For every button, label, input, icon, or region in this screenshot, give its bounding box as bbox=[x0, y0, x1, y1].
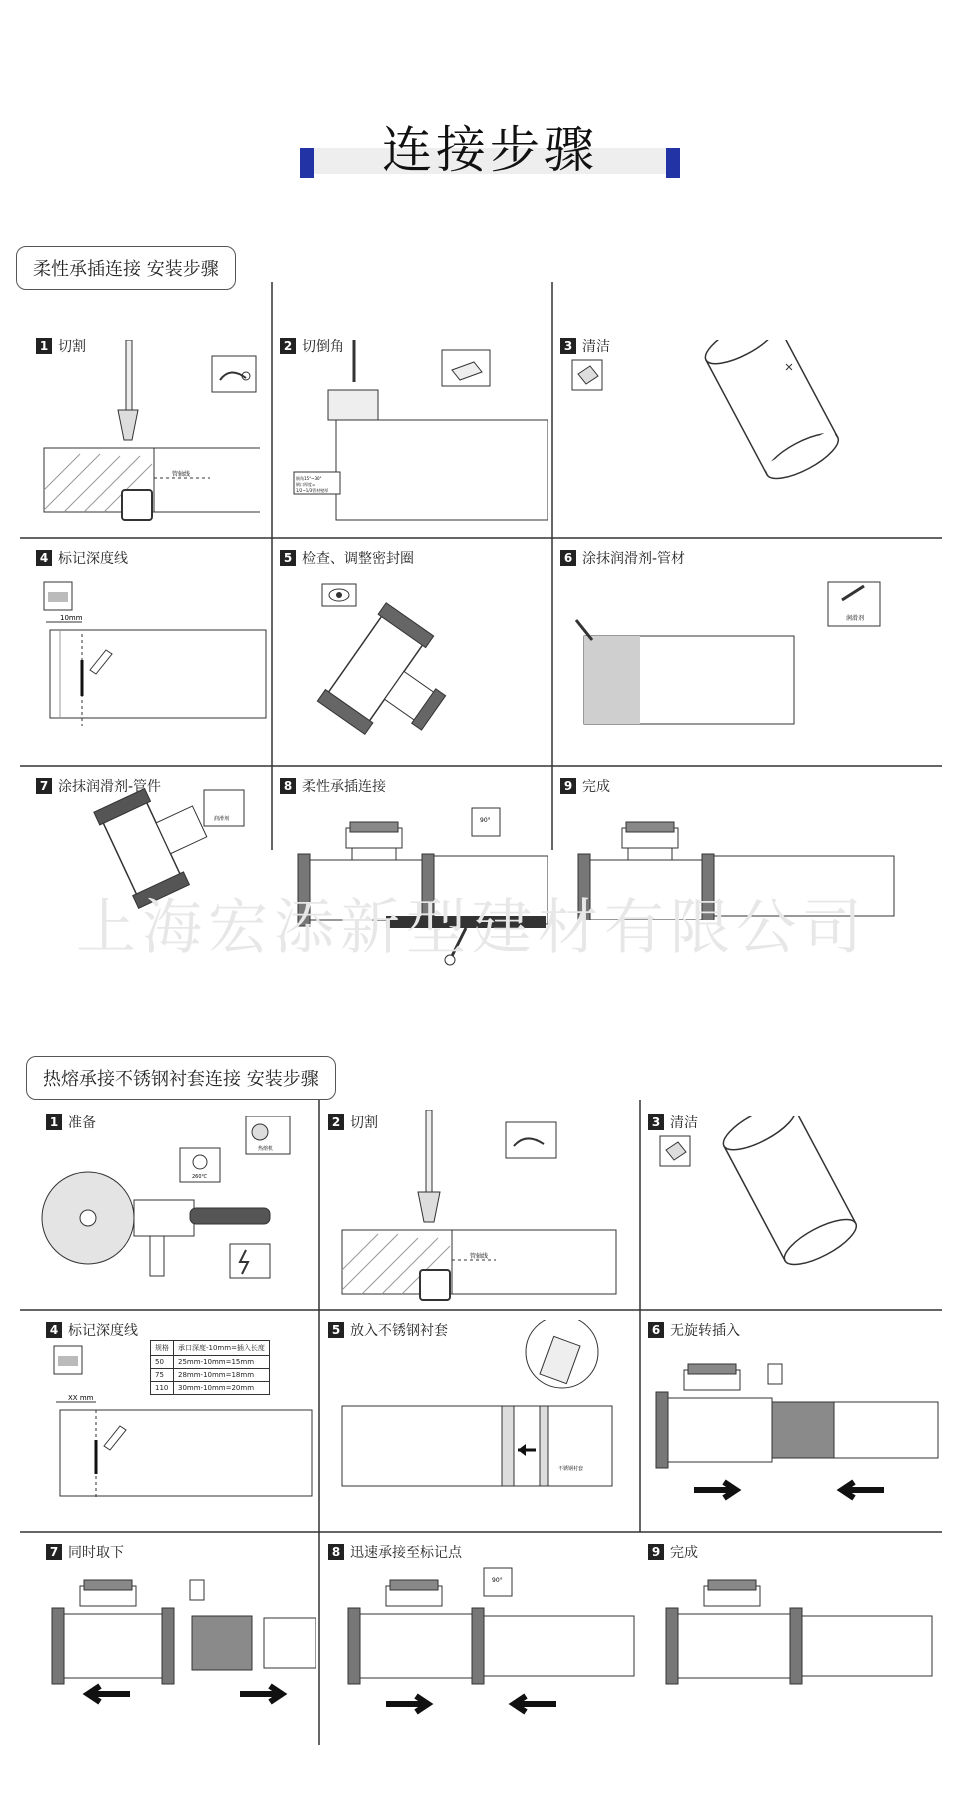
s2-step2-illustration bbox=[326, 1110, 638, 1306]
power-plug-icon bbox=[230, 1244, 270, 1278]
depth-note: 10mm bbox=[60, 614, 83, 622]
s1-step3-illustration bbox=[556, 340, 936, 530]
step-number: 6 bbox=[560, 550, 576, 566]
step-label: 检查、调整密封圈 bbox=[302, 551, 414, 567]
depth-table-cell: 30mm-10mm=20mm bbox=[174, 1382, 270, 1395]
step-label: 完成 bbox=[670, 1545, 698, 1561]
s2-step8-illustration bbox=[326, 1564, 638, 1744]
pipe-cutter-icon bbox=[212, 356, 256, 392]
step-label: 涂抹润滑剂-管材 bbox=[582, 551, 686, 567]
chamfer-tool-icon bbox=[442, 350, 490, 386]
step-number: 9 bbox=[560, 778, 576, 794]
depth-note: XX mm bbox=[68, 1394, 94, 1402]
depth-table-cell: 110 bbox=[151, 1382, 174, 1395]
s1-step5-illustration bbox=[276, 570, 548, 750]
step-number: 2 bbox=[280, 338, 296, 354]
svg-text:90°: 90° bbox=[492, 1577, 503, 1584]
step-number: 9 bbox=[648, 1544, 664, 1560]
step-label: 切割 bbox=[350, 1115, 378, 1131]
step-number: 8 bbox=[328, 1544, 344, 1560]
depth-table-header: 承口深度-10mm=插入长度 bbox=[174, 1341, 270, 1356]
depth-table-header: 规格 bbox=[151, 1341, 174, 1356]
step-number: 8 bbox=[280, 778, 296, 794]
marker-icon bbox=[44, 582, 72, 610]
step-label: 柔性承插连接 bbox=[302, 779, 386, 795]
step-number: 5 bbox=[328, 1322, 344, 1338]
s2-step6-illustration bbox=[644, 1340, 940, 1510]
section2-label: 热熔承接不锈钢衬套连接 安装步骤 bbox=[26, 1056, 336, 1100]
angle-icon bbox=[472, 808, 500, 836]
step-number: 1 bbox=[46, 1114, 62, 1130]
svg-text:90°: 90° bbox=[480, 817, 491, 824]
s1-step1-illustration bbox=[30, 340, 270, 530]
s2-step3-illustration bbox=[644, 1116, 940, 1306]
step-label: 完成 bbox=[582, 779, 610, 795]
depth-table-cell: 25mm-10mm=15mm bbox=[174, 1356, 270, 1369]
s2-step9-illustration bbox=[644, 1564, 940, 1704]
step-number: 2 bbox=[328, 1114, 344, 1130]
step-label: 切倒角 bbox=[302, 339, 344, 355]
angle-icon bbox=[484, 1568, 512, 1596]
step-number: 4 bbox=[36, 550, 52, 566]
step-number: 7 bbox=[46, 1544, 62, 1560]
section1-label: 柔性承插连接 安装步骤 bbox=[16, 246, 236, 290]
bulb-icon bbox=[180, 1148, 220, 1182]
watermark-big: 上海宏添新型建材有限公司 bbox=[76, 893, 868, 963]
depth-table-cell: 28mm-10mm=18mm bbox=[174, 1369, 270, 1382]
step-number: 7 bbox=[36, 778, 52, 794]
step-label: 迅速承接至标记点 bbox=[350, 1545, 462, 1561]
sleeve-callout-icon bbox=[526, 1320, 598, 1388]
axis-note: 管轴线 bbox=[172, 471, 191, 478]
cleaning-cloth-icon bbox=[572, 360, 602, 390]
svg-text:倒口厚度=: 倒口厚度= bbox=[296, 482, 316, 487]
s1-step4-illustration bbox=[30, 570, 270, 730]
s1-step6-illustration bbox=[556, 570, 936, 750]
svg-text:1/2~1/3管材壁厚: 1/2~1/3管材壁厚 bbox=[296, 488, 329, 493]
page-title: 连接步骤 bbox=[382, 121, 598, 179]
step-label: 标记深度线 bbox=[68, 1323, 138, 1339]
svg-text:润滑剂: 润滑剂 bbox=[846, 615, 865, 622]
lubricant-brush-icon bbox=[828, 582, 880, 626]
step-label: 准备 bbox=[68, 1115, 96, 1131]
step-label: 无旋转插入 bbox=[670, 1323, 740, 1339]
step-label: 涂抹润滑剂-管件 bbox=[58, 779, 162, 795]
step-number: 4 bbox=[46, 1322, 62, 1338]
s2-step4-illustration bbox=[40, 1340, 316, 1500]
step-label: 同时取下 bbox=[68, 1545, 124, 1561]
cleaning-cloth-icon bbox=[660, 1136, 690, 1166]
step-number: 1 bbox=[36, 338, 52, 354]
step-number: 5 bbox=[280, 550, 296, 566]
depth-table-cell: 75 bbox=[151, 1369, 174, 1382]
step-number: 3 bbox=[648, 1114, 664, 1130]
svg-text:热熔机: 热熔机 bbox=[258, 1146, 274, 1152]
eye-icon bbox=[322, 584, 356, 606]
depth-table-cell: 50 bbox=[151, 1356, 174, 1369]
step-label: 清洁 bbox=[582, 339, 610, 355]
step-label: 清洁 bbox=[670, 1115, 698, 1131]
svg-text:260℃: 260℃ bbox=[192, 1174, 208, 1180]
step-label: 标记深度线 bbox=[58, 551, 128, 567]
step-label: 切割 bbox=[58, 339, 86, 355]
marker-icon bbox=[54, 1346, 82, 1374]
step-label: 放入不锈钢衬套 bbox=[350, 1323, 448, 1339]
axis-note: 管轴线 bbox=[470, 1253, 489, 1260]
step-number: 6 bbox=[648, 1322, 664, 1338]
s2-step5-illustration bbox=[326, 1320, 638, 1506]
fusion-machine-icon bbox=[246, 1116, 290, 1154]
s1-step2-illustration bbox=[276, 340, 548, 530]
s2-step7-illustration bbox=[40, 1564, 316, 1744]
s2-step1-illustration bbox=[40, 1116, 316, 1306]
svg-text:润滑剂: 润滑剂 bbox=[214, 816, 230, 822]
step-number: 3 bbox=[560, 338, 576, 354]
lubricant-brush-icon bbox=[204, 790, 244, 826]
sleeve-note: 不锈钢衬套 bbox=[558, 1466, 584, 1472]
svg-text:倒角15°~30°: 倒角15°~30° bbox=[296, 476, 322, 481]
pipe-cutter-icon bbox=[506, 1122, 556, 1158]
